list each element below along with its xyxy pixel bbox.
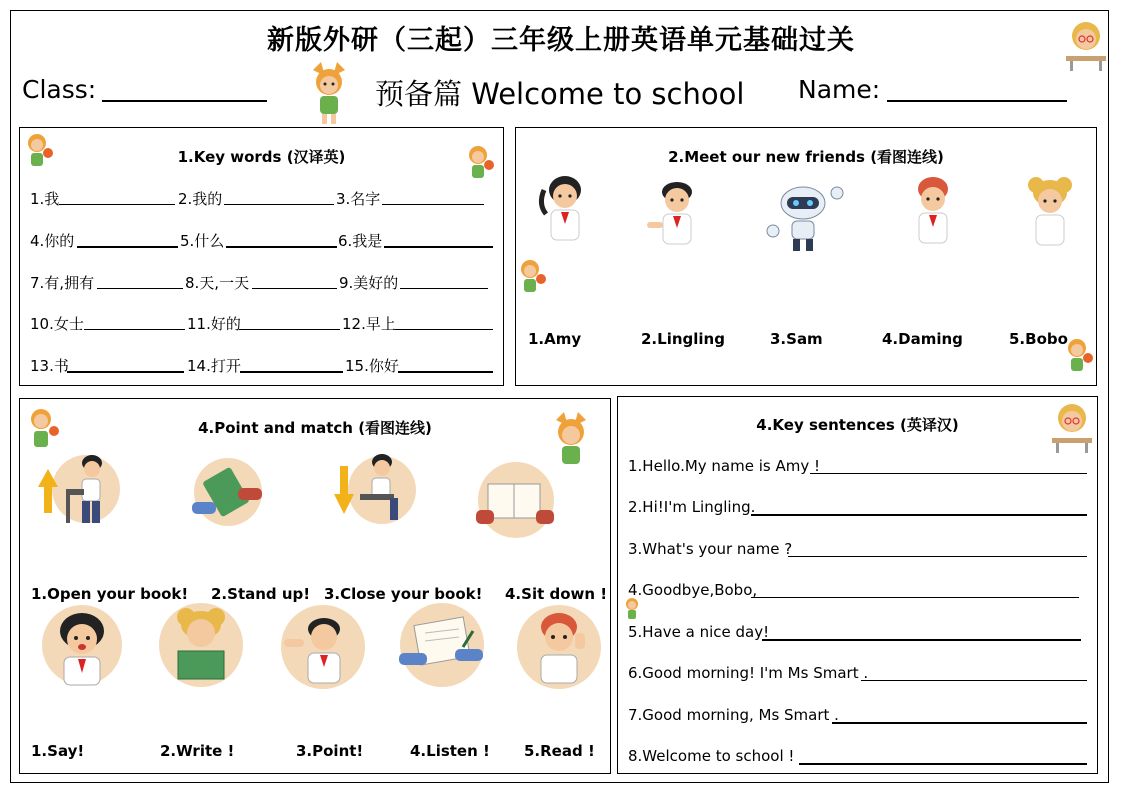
boy-daming-icon <box>908 175 958 249</box>
key-word-item: 8.天,一天 <box>185 274 250 292</box>
read-picture-icon <box>156 603 246 687</box>
stand-up-picture-icon <box>36 453 120 527</box>
key-word-item: 15.你好 <box>345 357 399 375</box>
action-label: 2.Write ! <box>160 742 235 760</box>
key-sentence: 7.Good morning, Ms Smart . <box>628 706 839 724</box>
key-word-item: 4.你的 <box>30 232 75 250</box>
girl-amy-icon <box>538 172 592 248</box>
key-word-item: 1.我 <box>30 190 60 208</box>
action-label: 1.Open your book! <box>31 585 189 603</box>
answer-line[interactable] <box>77 246 178 248</box>
answer-line[interactable] <box>799 763 1087 765</box>
answer-line[interactable] <box>239 329 340 330</box>
robot-sam-icon <box>765 183 847 253</box>
action-label: 2.Stand up! <box>211 585 311 603</box>
girl-bobo-icon <box>1022 175 1078 249</box>
answer-line[interactable] <box>240 371 343 373</box>
fox-mascot-icon <box>624 597 640 623</box>
class-label: Class: <box>22 75 97 104</box>
answer-line[interactable] <box>84 329 185 330</box>
action-label: 5.Read ! <box>524 742 595 760</box>
point-match-title: 4.Point and match (看图连线) <box>198 419 432 437</box>
point-picture-icon <box>278 605 368 687</box>
worksheet-title: 新版外研（三起）三年级上册英语单元基础过关 <box>267 25 855 56</box>
key-word-item: 9.美好的 <box>339 274 399 292</box>
friend-name: 4.Daming <box>882 330 963 348</box>
action-label: 1.Say! <box>31 742 85 760</box>
friend-name: 5.Bobo <box>1009 330 1068 348</box>
answer-line[interactable] <box>252 288 337 289</box>
answer-line[interactable] <box>832 722 1087 724</box>
action-label: 3.Point! <box>296 742 364 760</box>
name-answer-line[interactable] <box>887 100 1067 102</box>
unit-title: 预备篇 Welcome to school <box>375 77 745 111</box>
answer-line[interactable] <box>226 246 337 248</box>
answer-line[interactable] <box>400 288 488 289</box>
key-sentence: 1.Hello.My name is Amy ! <box>628 457 821 475</box>
action-label: 4.Sit down ! <box>505 585 608 603</box>
fox-basketball-icon <box>24 131 54 175</box>
answer-line[interactable] <box>762 639 1081 641</box>
action-label: 3.Close your book! <box>324 585 483 603</box>
key-sentence: 2.Hi!I'm Lingling. <box>628 498 756 516</box>
answer-line[interactable] <box>224 204 334 205</box>
answer-line[interactable] <box>384 246 493 248</box>
close-book-picture-icon <box>188 458 268 526</box>
key-word-item: 5.什么 <box>180 232 225 250</box>
answer-line[interactable] <box>67 371 184 373</box>
key-sentence: 6.Good morning! I'm Ms Smart . <box>628 664 869 682</box>
key-word-item: 2.我的 <box>178 190 223 208</box>
listen-picture-icon <box>513 605 605 687</box>
fox-mascot-icon <box>305 60 353 128</box>
fox-basketball-icon <box>465 143 495 187</box>
friend-name: 3.Sam <box>770 330 823 348</box>
key-word-item: 3.名字 <box>336 190 381 208</box>
answer-line[interactable] <box>751 597 1079 598</box>
key-sentence: 4.Goodbye,Bobo, <box>628 581 758 599</box>
answer-line[interactable] <box>861 680 1087 681</box>
key-word-item: 6.我是 <box>338 232 383 250</box>
key-word-item: 12.早上 <box>342 315 396 333</box>
answer-line[interactable] <box>59 204 175 205</box>
friend-name: 1.Amy <box>528 330 582 348</box>
answer-line[interactable] <box>751 514 1087 516</box>
write-picture-icon <box>395 603 489 687</box>
action-label: 4.Listen ! <box>410 742 490 760</box>
key-sentence: 3.What's your name ? <box>628 540 793 558</box>
say-picture-icon <box>36 605 128 685</box>
sit-down-picture-icon <box>332 450 416 528</box>
girl-at-desk-icon <box>1048 400 1096 454</box>
key-sentence: 8.Welcome to school ! <box>628 747 795 765</box>
name-label: Name: <box>798 75 881 104</box>
key-word-item: 11.好的 <box>187 315 241 333</box>
answer-line[interactable] <box>382 204 484 205</box>
key-word-item: 7.有,拥有 <box>30 274 95 292</box>
key-word-item: 14.打开 <box>187 357 241 375</box>
answer-line[interactable] <box>788 556 1087 557</box>
open-book-picture-icon <box>474 464 558 538</box>
answer-line[interactable] <box>97 288 183 289</box>
key-words-title: 1.Key words (汉译英) <box>177 148 346 166</box>
answer-line[interactable] <box>810 473 1087 474</box>
fox-basketball-icon <box>26 405 60 459</box>
class-answer-line[interactable] <box>102 100 267 102</box>
key-word-item: 13.书 <box>30 357 69 375</box>
girl-at-desk-icon <box>1062 18 1110 74</box>
answer-line[interactable] <box>398 371 493 373</box>
key-sentence: 5.Have a nice day! <box>628 623 770 641</box>
meet-friends-title: 2.Meet our new friends (看图连线) <box>668 148 944 166</box>
fox-basketball-icon <box>517 257 547 301</box>
answer-line[interactable] <box>395 329 493 330</box>
friend-name: 2.Lingling <box>641 330 725 348</box>
boy-lingling-icon <box>647 178 707 248</box>
fox-basketball-icon <box>1064 336 1094 380</box>
key-sentences-title: 4.Key sentences (英译汉) <box>756 416 959 434</box>
key-word-item: 10.女士 <box>30 315 84 333</box>
